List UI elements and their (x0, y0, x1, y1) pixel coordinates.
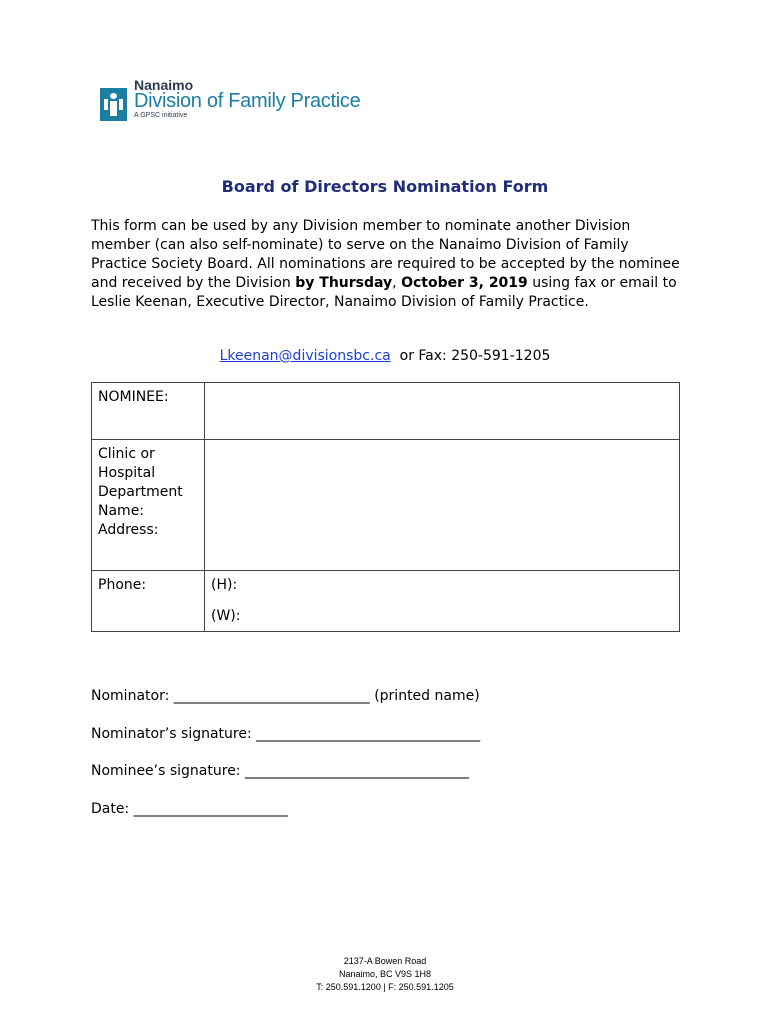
phone-field[interactable] (205, 571, 680, 632)
email-link[interactable]: Lkeenan@divisionsbc.ca (219, 348, 391, 364)
intro-paragraph (91, 217, 683, 312)
person-icon (100, 88, 127, 121)
nominee-signature-field[interactable]: Nominee’s signature: ________________________________ (91, 763, 469, 779)
footer-street: 2137-A Bowen Road (343, 956, 427, 966)
phone-work-label: (W): (211, 608, 241, 624)
clinic-label: Clinic or Hospital Department Name: (98, 446, 183, 519)
nomination-table (91, 382, 680, 632)
nominee-field[interactable] (205, 383, 680, 440)
address-label: Address: (98, 522, 159, 538)
footer-city: Nanaimo, BC V9S 1H8 (338, 969, 432, 979)
deadline-day: by Thursday (295, 275, 393, 291)
contact-line (0, 348, 770, 364)
intro-text-2: using fax or email to Leslie Keenan, Executive Director, Nanaimo Division of Family Practice. (91, 275, 677, 310)
phone-home-label: (H): (211, 577, 238, 593)
intro-text-1: This form can be used by any Division member to nominate another Division member (can also self-nominate) to serve on the Nanaimo Division of Family Practice Society Board. All nominations are required to be accepted by the nominee and received by the Division (91, 218, 680, 291)
fax-text: or Fax: 250-591-1205 (390, 348, 551, 364)
division-logo (100, 78, 360, 122)
nominator-name-field[interactable]: Nominator: ____________________________ (printed name) (91, 688, 480, 704)
form-title: Board of Directors Nomination Form (221, 177, 549, 196)
nominee-label: NOMINEE: (92, 383, 205, 440)
table-row (92, 440, 680, 571)
table-row (92, 571, 680, 632)
clinic-address-field[interactable] (205, 440, 680, 571)
nominator-signature-field[interactable]: Nominator’s signature: ________________________________ (91, 726, 481, 742)
logo-tagline: A GPSC initiative (134, 112, 188, 119)
logo-city: Nanaimo (134, 77, 194, 93)
footer-address (0, 955, 770, 994)
deadline-date: October 3, 2019 (401, 275, 528, 291)
date-field[interactable]: Date: ______________________ (91, 801, 288, 817)
deadline-comma: , (392, 275, 402, 291)
footer-phone: T: 250.591.1200 | F: 250.591.1205 (316, 982, 454, 992)
phone-label: Phone: (92, 571, 205, 632)
clinic-address-label (92, 440, 205, 571)
logo-name: Division of Family Practice (134, 90, 361, 112)
table-row (92, 383, 680, 440)
